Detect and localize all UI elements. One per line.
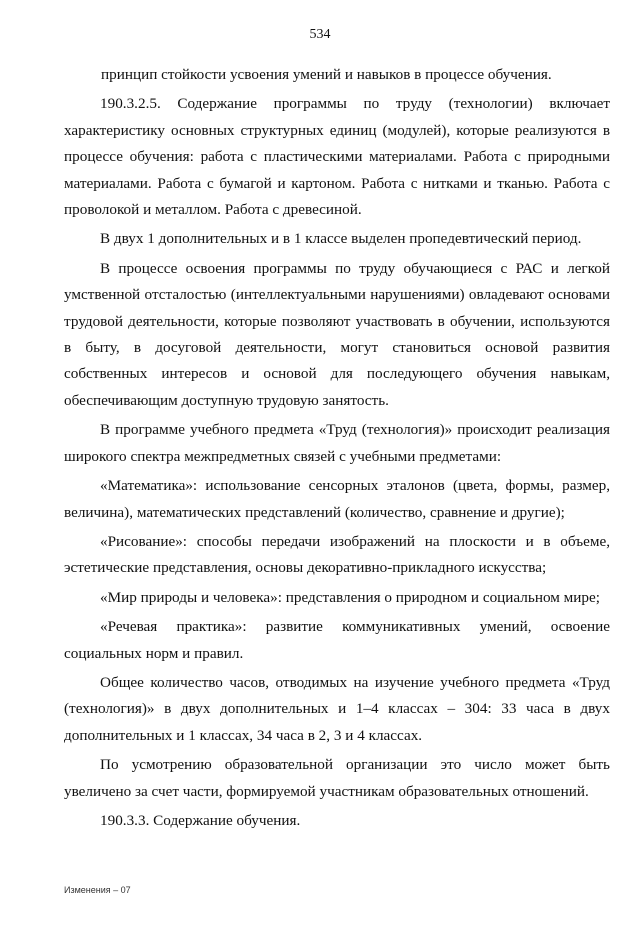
paragraph: «Речевая практика»: развитие коммуникативных умений, освоение социальных норм и правил. [64,618,610,662]
paragraph: В двух 1 дополнительных и в 1 классе выделен пропедевтический период. [100,230,582,248]
paragraph: «Математика»: использование сенсорных эталонов (цвета, формы, размер, величина), математических представлений (количество, сравнение и другие); [64,477,610,521]
page-number: 534 [309,27,331,42]
paragraph: По усмотрению образовательной организации это число может быть увеличено за счет части, формируемой участникам образовательных отношений. [64,756,610,800]
paragraph: Общее количество часов, отводимых на изучение учебного предмета «Труд (технология)» в двух дополнительных и 1–4 классах – 304: 33 часа в двух дополнительных и 1 классах, 34 часа в 2, 3 и 4 классах. [64,673,610,744]
document-body [64,62,610,837]
paragraph: В процессе освоения программы по труду обучающиеся с РАС и легкой умственной отсталостью (интеллектуальными нарушениями) овладевают основами трудовой деятельности, которые позволяют участвовать в обучении, используются в быту, в досуговой деятельности, могут становиться основой развития собственных интересов и основой для последующего обучения навыкам, обеспечивающим доступную трудовую занятость. [64,259,610,409]
paragraph: «Рисование»: способы передачи изображений на плоскости и в объеме, эстетические представления, основы декоративно-прикладного искусства; [64,532,610,577]
paragraph: 190.3.2.5. Содержание программы по труду (технологии) включает характеристику основных структурных единиц (модулей), которые реализуются в процессе обучения: работа с пластическими материалами. Работа с природными материалами. Работа с бумагой и картоном. Работа с нитками и тканью. Работа с проволокой и металлом. Работа с древесиной. [64,95,610,219]
section-heading: 190.3.3. Содержание обучения. [100,811,301,829]
paragraph: В программе учебного предмета «Труд (технология)» происходит реализация широкого спектра межпредметных связей с учебными предметами: [64,421,610,465]
footer-note: Изменения – 07 [64,885,131,895]
paragraph: «Мир природы и человека»: представления о природном и социальном мире; [100,588,600,606]
paragraph: принцип стойкости усвоения умений и навыков в процессе обучения. [101,66,552,83]
